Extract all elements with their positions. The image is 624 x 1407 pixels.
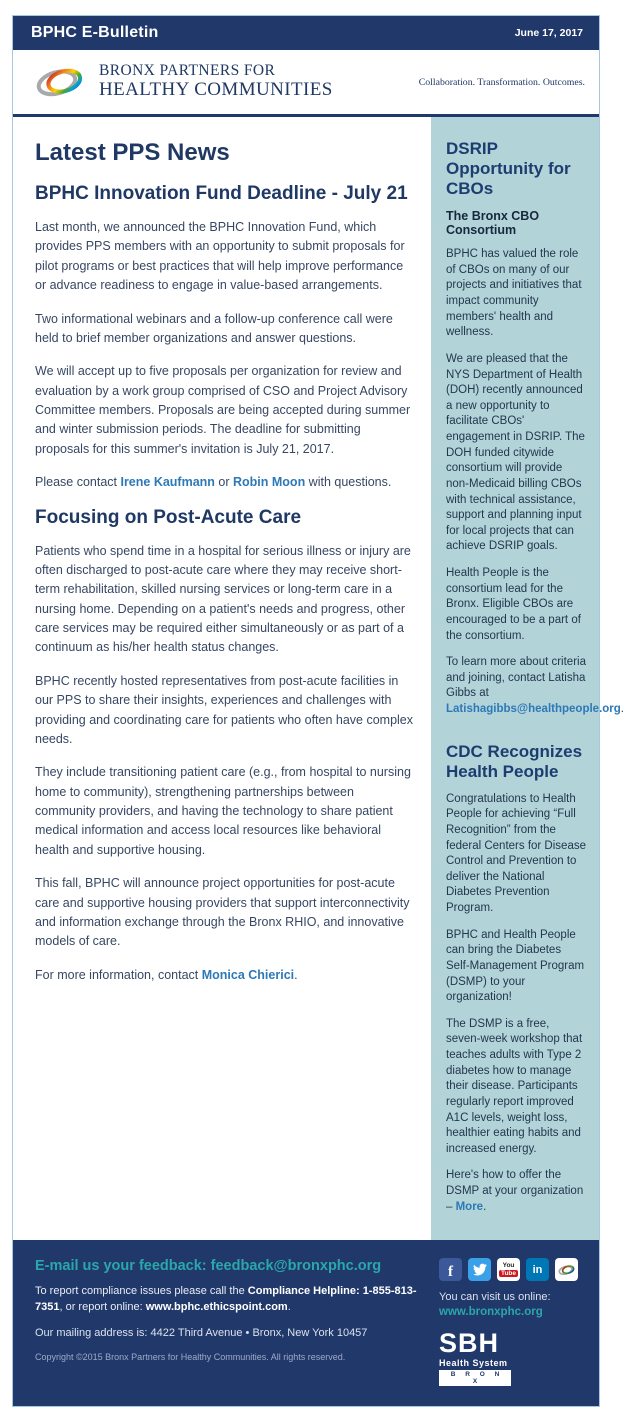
bulletin-title: BPHC E-Bulletin [31,24,159,41]
facebook-icon[interactable] [439,1258,462,1281]
footer [13,1240,599,1406]
article2-paragraph-2: BPHC recently hosted representatives from post-acute facilities in our PPS to share their insights, experiences and challenges with providing and coordinating care for patients who often have complex needs. [35,673,414,746]
compliance-text: , or report online: [59,1301,146,1314]
more-text: . [483,1200,487,1213]
brand-tagline: Collaboration. Transformation. Outcomes. [418,76,585,88]
article2-paragraph-3: They include transitioning patient care (e.g., from hospital to nursing home to community), strengthening partnerships between community providers, and having the technology to share patient medical information and access local resources like behavioral health and supportive housing. [35,765,411,857]
sbh-logo-name: SBH [439,1328,500,1359]
youtube-icon[interactable] [497,1258,520,1281]
bphc-rings-icon[interactable] [555,1258,578,1281]
more-text: Here's how to offer the DSMP at your organization – [446,1169,584,1213]
brand-name [99,63,333,100]
twitter-icon[interactable] [468,1258,491,1281]
sbh-logo-subtitle: Health System [439,1358,508,1369]
contact-text: . [620,703,624,716]
issue-date: June 17, 2017 [514,27,583,39]
contact-text: or [214,475,233,490]
sidebar-section1-paragraph-2: We are pleased that the NYS Department of Health (DOH) recently announced a new opportunity to facilitate CBOs' engagement in DSRIP. The DOH funded citywide consortium will provide non-Medicaid billing CBOs with technical assistance, support and planning input for local projects that can achieve DSRIP goals. [446,352,585,553]
sidebar-section1-paragraph-1: BPHC has valued the role of CBOs on many of our projects and initiatives that impact community members' health and wellness. [446,248,582,339]
sidebar-section1-contact-line [446,655,624,718]
footer-left-column [13,1254,433,1388]
copyright-notice: Copyright ©2015 Bronx Partners for Healthy Communities. All rights reserved. [35,1352,346,1363]
sidebar-section1-subtitle: The Bronx CBO Consortium [446,209,540,238]
sidebar-section2-more-line [446,1168,586,1215]
article2-contact-line [35,966,413,985]
ethicspoint-link[interactable]: www.bphc.ethicspoint.com [145,1301,288,1314]
compliance-line [35,1284,423,1316]
article2-heading: Focusing on Post-Acute Care [35,506,302,528]
irene-kaufmann-link[interactable]: Irene Kaufmann [120,475,215,490]
latisha-gibbs-email-link[interactable]: Latishagibbs@healthpeople.org [446,703,621,716]
visit-online-label: You can visit us online: [439,1291,551,1304]
brand-name-line2: HEALTHY COMMUNITIES [99,79,333,101]
youtube-glyph-bottom: Tube [500,1269,517,1277]
robin-moon-link[interactable]: Robin Moon [233,475,306,490]
social-icon-row [439,1258,589,1281]
sidebar-section2-title: CDC Recognizes Health People [446,741,583,781]
feedback-email-link[interactable]: E-mail us your feedback: feedback@bronxphc.org [35,1258,382,1275]
article2-paragraph-1: Patients who spend time in a hospital for serious illness or injury are often discharged to post-acute care where they may receive short-term rehabilitation, skilled nursing services or long-term care in a nursing home. Depending on a patient's needs and progress, other care services may be required either simultaneously or as part of a continuum as his/her health status changes. [35,543,411,655]
email-container [12,15,624,1407]
article1-contact-line [35,473,413,492]
sidebar [431,117,624,1240]
monica-chierici-link[interactable]: Monica Chierici [201,967,295,982]
youtube-glyph-top: You [502,1262,515,1270]
brand-lockup [35,62,333,102]
facebook-glyph: f [448,1264,453,1281]
sbh-logo-location: B R O N X [439,1370,511,1386]
main-column [13,117,431,1240]
footer-right-column [433,1254,599,1388]
article1-paragraph-1: Last month, we announced the BPHC Innovation Fund, which provides PPS members with an opportunity to submit proposals for pilot programs or best practices that will help improve performance or advance readiness to engage in value-based arrangements. [35,220,405,293]
contact-text: with questions. [305,475,392,490]
more-link[interactable]: More [455,1200,484,1213]
mailing-address: Our mailing address is: 4422 Third Avenue • Bronx, New York 10457 [35,1327,368,1340]
contact-text: Please contact [35,475,121,490]
article1-paragraph-2: Two informational webinars and a follow-up conference call were held to brief member organizations and answer questions. [35,311,393,345]
linkedin-glyph: in [532,1263,543,1276]
article1-heading: BPHC Innovation Fund Deadline - July 21 [35,183,408,204]
bphc-rings-logo-icon [35,62,87,102]
contact-text: To learn more about criteria and joining, contact Latisha Gibbs at [446,656,586,700]
brand-name-line1: BRONX PARTNERS FOR [99,62,276,80]
compliance-helpline: Compliance Helpline: 1-855-813-7351 [35,1285,417,1314]
sidebar-section2-paragraph-3: The DSMP is a free, seven-week workshop that teaches adults with Type 2 diabetes how to manage their disease. Participants regularly report improved A1C levels, weight loss, healthier eating habits and increased energy. [446,1017,583,1155]
brand-band [13,50,599,114]
sidebar-section1-paragraph-3: Health People is the consortium lead for the Bronx. Eligible CBOs are encouraged to be a part of the consortium. [446,567,581,642]
linkedin-icon[interactable] [526,1258,549,1281]
article2-paragraph-4: This fall, BPHC will announce project opportunities for post-acute care and supportive housing providers that support interconnectivity and information exchange through the Bronx RHIO, and innovative models of care. [35,876,410,949]
contact-text: For more information, contact [35,967,202,982]
article1-paragraph-3: We will accept up to five proposals per organization for review and evaluation by a work group comprised of CSO and Project Advisory Committee members. Proposals are being accepted during summer and winter submission periods. The deadline for submitting proposals for this summer's invitation is July 21, 2017. [35,364,411,456]
contact-text: . [294,967,298,982]
content-row [13,117,624,1240]
page-title: Latest PPS News [35,139,230,166]
sidebar-section1-title: DSRIP Opportunity for CBOs [446,139,571,199]
compliance-text: To report compliance issues please call the [35,1285,248,1298]
website-link[interactable]: www.bronxphc.org [439,1306,543,1319]
sidebar-section2-paragraph-1: Congratulations to Health People for achieving “Full Recognition” from the federal Centers for Disease Control and Prevention to deliver the National Diabetes Prevention Program. [446,792,586,915]
sidebar-section2-paragraph-2: BPHC and Health People can bring the Diabetes Self-Management Program (DSMP) to your organization! [446,928,585,1004]
sbh-logo [439,1330,511,1386]
compliance-text: . [287,1301,291,1314]
header-bar [13,16,599,50]
